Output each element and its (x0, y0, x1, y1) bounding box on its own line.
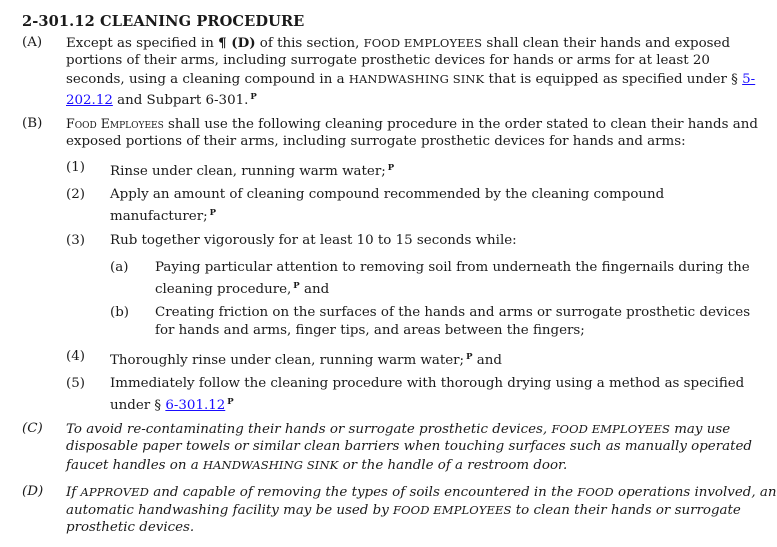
priority-marker: P (250, 92, 257, 102)
paragraph-label-b: (B) (22, 116, 43, 131)
substep-a (155, 259, 750, 295)
paragraph-label-a: (A) (22, 35, 43, 50)
text: operations involved, an (613, 485, 777, 500)
step-3-line-1: Rub together vigorously for at least 10 to 15 seconds while: (110, 233, 517, 248)
paragraph-label-d: (D) (22, 484, 44, 499)
defined-term: APPROVED (80, 485, 149, 499)
paragraph-a-line-2: portions of their arms, including surrogate prosthetic devices for hands or arms for at least 20 (66, 53, 710, 68)
paragraph-a-line-4 (66, 88, 755, 106)
step-5-line-1: Immediately follow the cleaning procedure with thorough drying using a method as specified (110, 376, 745, 391)
paragraph-d-line-1 (66, 483, 776, 501)
substep-b-line-2: for hands and arms, finger tips, and areas between the fingers; (155, 323, 585, 338)
text: faucet handles on a (66, 458, 203, 473)
paragraph-label-c: (C) (22, 421, 43, 436)
text: To avoid re-contaminating their hands or surrogate prosthetic devices, (66, 422, 552, 437)
step-2-line-1: Apply an amount of cleaning compound recommended by the cleaning compound (110, 187, 665, 202)
paragraph-b-line-1 (66, 115, 758, 133)
priority-marker: P (227, 397, 234, 407)
defined-term: FOOD EMPLOYEES (363, 36, 483, 50)
text: Except as specified in (66, 36, 219, 51)
text: of this section, (255, 36, 364, 51)
substep-a-line-1: Paying particular attention to removing soil from underneath the fingernails during the (155, 260, 750, 275)
defined-term: HANDWASHING SINK (202, 458, 339, 472)
substep-a-line-2 (155, 277, 750, 295)
defined-term: FOOD EMPLOYEES (393, 503, 512, 517)
step-label-1: (1) (66, 160, 85, 175)
text: to clean their hands or surrogate (511, 503, 741, 518)
link-6-301-12[interactable]: 6-301.12 (165, 398, 226, 413)
text: or the handle of a restroom door. (338, 458, 568, 473)
defined-term: FOOD (577, 485, 614, 499)
paragraph-a (66, 34, 755, 106)
paragraph-a-line-3 (66, 70, 755, 88)
text: and capable of removing the types of soils encountered in the (149, 485, 578, 500)
section-heading: 2-301.12 CLEANING PROCEDURE (22, 13, 305, 30)
paragraph-c-line-2: disposable paper towels or similar clean barriers when touching surfaces such as manually operated (66, 439, 752, 454)
paragraph-b-line-2: exposed portions of their arms, including surrogate prosthetic devices for hands and arms: (66, 134, 686, 149)
text: Rinse under clean, running warm water; (110, 164, 386, 179)
step-4 (110, 348, 502, 366)
substep-b (155, 304, 750, 340)
text: shall use the following cleaning procedure in the order stated to clean their hands and (163, 117, 758, 132)
text: cleaning procedure, (155, 282, 292, 297)
paragraph-ref: ¶ (D) (218, 35, 256, 51)
paragraph-b (66, 115, 758, 151)
paragraph-d-line-2 (66, 501, 776, 519)
step-1-line-1 (110, 159, 394, 177)
defined-term: HANDWASHING SINK (348, 72, 485, 86)
text: and Subpart 6-301. (112, 93, 249, 108)
paragraph-d (66, 483, 776, 537)
step-label-3: (3) (66, 233, 85, 248)
link-5-202-12[interactable]: 5- (742, 72, 756, 87)
text: shall clean their hands and exposed (482, 36, 731, 51)
text: under § (110, 398, 166, 413)
text: If (66, 485, 81, 500)
paragraph-a-line-1 (66, 34, 755, 52)
paragraph-c (66, 420, 752, 474)
substep-label-a: (a) (110, 260, 129, 275)
step-1 (110, 159, 394, 177)
priority-marker: P (209, 208, 217, 218)
text: and (299, 282, 330, 297)
step-label-2: (2) (66, 187, 85, 202)
text: manufacturer; (110, 209, 208, 224)
text: Thoroughly rinse under clean, running warm water; (110, 353, 465, 368)
step-3 (110, 232, 517, 250)
step-label-5: (5) (66, 376, 85, 391)
substep-label-b: (b) (110, 305, 130, 320)
priority-marker: P (387, 163, 395, 173)
defined-term: FOOD EMPLOYEES (551, 422, 670, 436)
text: that is equipped as specified under § (484, 72, 743, 87)
text: automatic handwashing facility may be used by (66, 503, 394, 518)
step-5 (110, 375, 744, 411)
link-5-202-12-cont[interactable]: 202.12 (66, 93, 113, 108)
paragraph-d-line-3: prosthetic devices. (66, 520, 195, 535)
priority-marker: P (293, 281, 300, 291)
paragraph-c-line-1 (66, 420, 752, 438)
paragraph-c-line-3 (66, 456, 752, 474)
substep-b-line-1: Creating friction on the surfaces of the hands and arms or surrogate prosthetic devices (155, 305, 751, 320)
text: and (472, 353, 502, 368)
step-5-line-2 (110, 393, 744, 411)
step-label-4: (4) (66, 349, 85, 364)
defined-term: Food Employees (66, 116, 164, 131)
text: may use (669, 422, 731, 437)
step-2 (110, 186, 664, 222)
step-2-line-2 (110, 204, 664, 222)
text: seconds, using a cleaning compound in a (66, 72, 349, 87)
step-4-line-1 (110, 348, 502, 366)
priority-marker: P (466, 352, 473, 362)
